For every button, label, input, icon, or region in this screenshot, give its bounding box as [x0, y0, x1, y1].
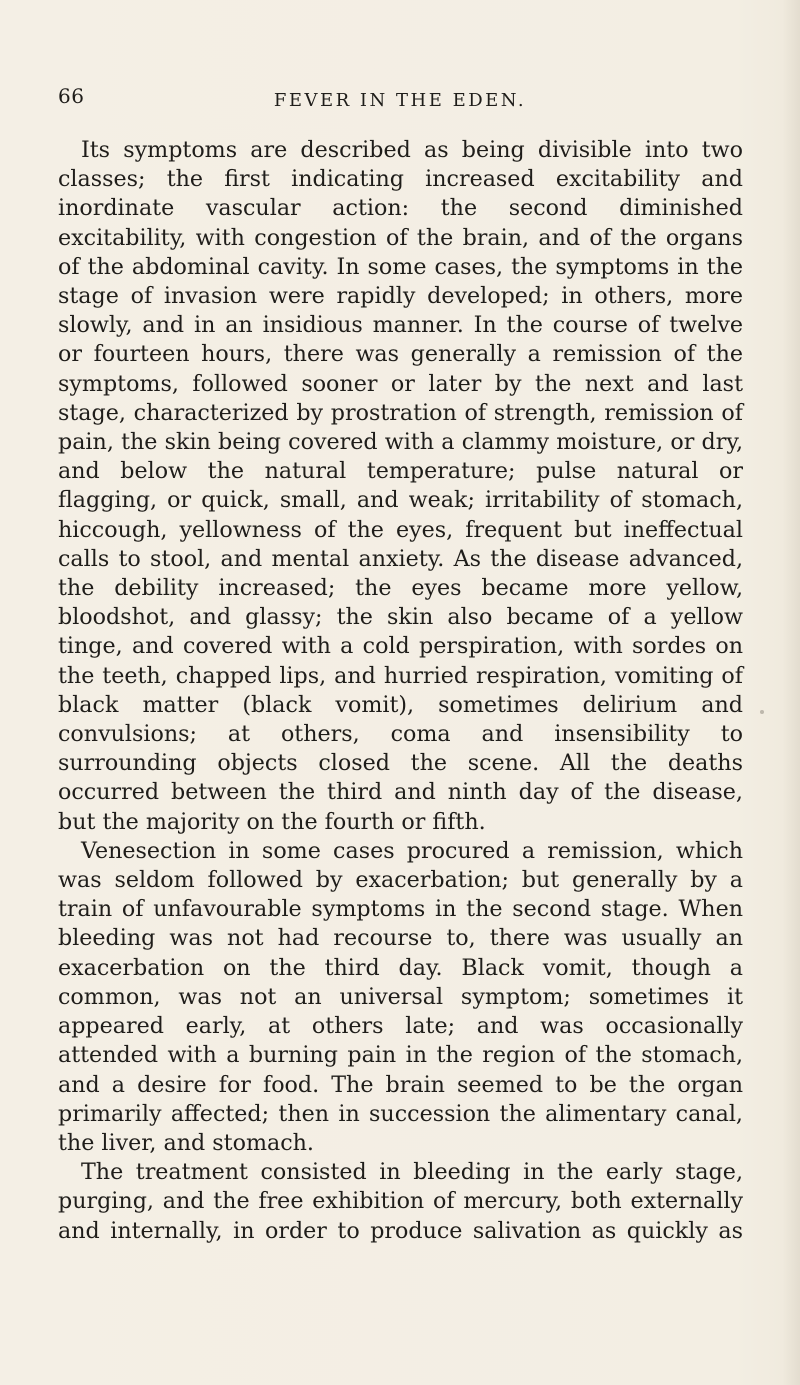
- body-text: [58, 136, 743, 1246]
- page-number: 66: [58, 84, 85, 108]
- paper-speck: [760, 710, 764, 714]
- paragraph-venesection: Venesection in some cases procured a remission, which was seldom followed by exacerbation; but generally by a train of unfavourable symptoms in the second stage. When bleeding was not had recourse to, there was usually an exacerbation on the third day. Black vomit, though a common, was not an universal symptom; sometimes it appeared early, at others late; and was occasionally attended with a burning pain in the region of the stomach, and a desire for food. The brain seemed to be the organ primarily affected; then in succession the alimentary canal, the liver, and stomach.: [58, 837, 743, 1156]
- paragraph-treatment: The treatment consisted in bleeding in the early stage, purging, and the free exhibition of mercury, both externally and internally, in order to produce salivation as quickly as: [58, 1159, 743, 1244]
- page-edge-shadow: [782, 0, 800, 1385]
- running-title: FEVER IN THE EDEN.: [273, 90, 527, 111]
- paragraph-symptoms: Its symptoms are described as being divisible into two classes; the first indicating increased excitability and inordinate vascular action: the second diminished excitability, with congestion of the brain, and of the organs of the abdominal cavity. In some cases, the symptoms in the stage of invasion were rapidly developed; in others, more slowly, and in an insidious manner. In the course of twelve or fourteen hours, there was generally a remission of the symptoms, followed sooner or later by the next and last stage, characterized by prostration of strength, remission of pain, the skin being covered with a clammy moisture, or dry, and below the natural temperature; pulse natural or flagging, or quick, small, and weak; irritability of stomach, hiccough, yellowness of the eyes, frequent but ineffectual calls to stool, and mental anxiety. As the disease advanced, the debility increased; the eyes became more yellow, bloodshot, and glassy; the skin also became of a yellow tinge, and covered with a cold perspiration, with sordes on the teeth, chapped lips, and hurried respiration, vomiting of black matter (black vomit), sometimes delirium and convulsions; at others, coma and insensibility to surrounding objects closed the scene. All the deaths occurred between the third and ninth day of the disease, but the majority on the fourth or fifth.: [58, 137, 743, 835]
